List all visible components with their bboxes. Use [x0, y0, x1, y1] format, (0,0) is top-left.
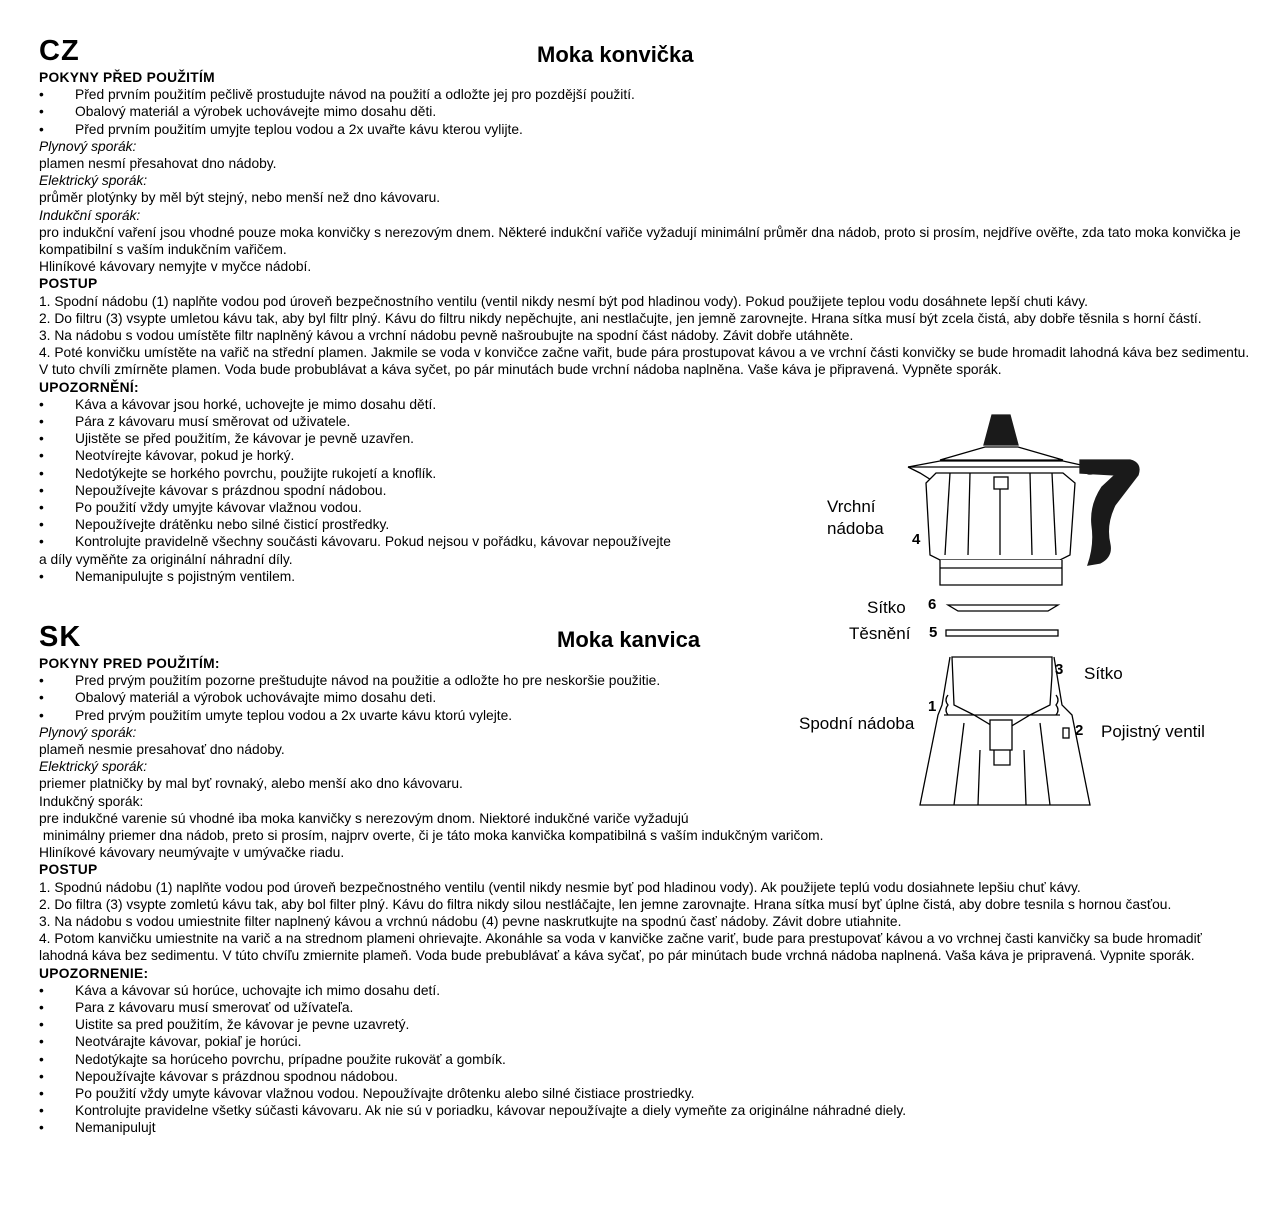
- safety-valve-number: 2: [1075, 722, 1084, 739]
- sk-gas-text: plameň nesmie presahovať dno nádoby.: [39, 742, 285, 758]
- moka-pot-diagram: [880, 405, 1180, 825]
- sk-induction-line: minimálny priemer dna nádob, preto si prosím, najprv overte, či je táto moka kanvička kompatibilná s vaším indukčným varičom.: [39, 828, 824, 844]
- cz-warning-continuation: a díly vyměňte za originální náhradní díly.: [39, 551, 293, 567]
- sieve-shape: [948, 605, 1058, 611]
- cz-procedure-step: 3. Na nádobu s vodou umístěte filtr naplněný kávou a vrchní nádobu pevně našroubujte na spodní část nádoby. Závit dobře utáhněte.: [39, 328, 854, 344]
- sk-induction-line: pre indukčné varenie sú vhodné iba moka kanvičky s nerezovým dnom. Niektoré indukčné variče vyžadujú: [39, 810, 689, 826]
- cz-warning-heading: UPOZORNĚNÍ:: [39, 379, 139, 395]
- cz-warning-item: • Neotvírejte kávovar, pokud je horký.: [39, 447, 744, 464]
- sk-induction-label: Indukčný sporák:: [39, 793, 144, 809]
- sk-warning-item: • Nemanipulujt: [39, 1119, 1254, 1136]
- sk-procedure-step: 2. Do filtra (3) vsypte zomletú kávu tak, aby bol filter plný. Kávu do filtra nikdy silou nestláčajte, len jemne zarovnajte. Hrana sítka musí byť úplne čistá, aby dobre tesnila s hornou časťou.: [39, 896, 1172, 912]
- sk-warning-item: • Po použití vždy umyte kávovar vlažnou vodou. Nepoužívajte drôtenku alebo silné čistiace prostriedky.: [39, 1085, 1254, 1102]
- sk-electric-label: Elektrický sporák:: [39, 759, 148, 775]
- cz-before-item: • Před prvním použitím pečlivě prostudujte návod na použití a odložte jej pro pozdější použití.: [39, 86, 1254, 103]
- cz-warning-item: • Nepoužívejte kávovar s prázdnou spodní nádobou.: [39, 482, 744, 499]
- lower-chamber-number: 1: [928, 698, 937, 715]
- sk-procedure-step: 3. Na nádobu s vodou umiestnite filter naplnený kávou a vrchnú nádobu (4) pevne naskrutkujte na spodnú časť nádoby. Závit dobre utiahnite.: [39, 914, 902, 930]
- cz-procedure-step: 1. Spodní nádobu (1) naplňte vodou pod úroveň bezpečnostního ventilu (ventil nikdy nesmí být pod hladinou vody). Pokud použijete teplou vodu dosáhnete lepší chuti kávy.: [39, 293, 1089, 309]
- sk-warning-item: • Káva a kávovar sú horúce, uchovajte ich mimo dosahu detí.: [39, 982, 1254, 999]
- upper-chamber-label: nádoba: [827, 519, 884, 538]
- sk-before-item: • Pred prvým použitím umyte teplou vodou a 2x uvarte kávu ktorú vylejte.: [39, 707, 779, 724]
- sieve-label: Sítko: [867, 598, 906, 617]
- cz-induction-text: pro indukční vaření jsou vhodné pouze moka konvičky s nerezovým dnem. Některé indukční vařiče vyžadují minimální průměr dna nádob, proto si prosím, nejdříve ověřte, zda tato moka konvička je kompatibilní s vaším indukčním vařičem.: [39, 224, 1241, 258]
- gasket-label: Těsnění: [849, 624, 911, 643]
- cz-induction-label: Indukční sporák:: [39, 207, 141, 223]
- sk-procedure-heading: POSTUP: [39, 862, 98, 878]
- cz-warning-item: • Pára z kávovaru musí směrovat od uživatele.: [39, 413, 744, 430]
- safety-valve-label: Pojistný ventil: [1101, 722, 1205, 741]
- sieve-number: 6: [928, 596, 937, 613]
- sk-warning-item: • Nedotýkajte sa horúceho povrchu, prípadne použite rukoväť a gombík.: [39, 1051, 1254, 1068]
- cz-before-use-heading: POKYNY PŘED POUŽITÍM: [39, 70, 215, 85]
- cz-warning-item: • Ujistěte se před použitím, že kávovar je pevně uzavřen.: [39, 430, 744, 447]
- cz-page-title: Moka konvička: [537, 42, 694, 67]
- sk-warning-item: • Uistite sa pred použitím, že kávovar je pevne uzavretý.: [39, 1016, 1254, 1033]
- handle-icon: [1080, 460, 1139, 565]
- lid-shape: [940, 447, 1063, 460]
- cz-warning-item: • Nepoužívejte drátěnku nebo silné čisticí prostředky.: [39, 516, 744, 533]
- sk-language-code: SK: [39, 621, 82, 653]
- cz-warning-list: [39, 396, 744, 585]
- cz-language-code: CZ: [39, 35, 80, 67]
- filter-number: 3: [1055, 661, 1064, 678]
- sk-before-item: • Pred prvým použitím pozorne preštudujte návod na použitie a odložte ho pre neskoršie použitie.: [39, 672, 779, 689]
- safety-valve-icon: [1063, 728, 1069, 738]
- cz-before-item: • Obalový materiál a výrobek uchovávejte mimo dosahu děti.: [39, 103, 1254, 120]
- sk-warning-item: • Kontrolujte pravidelne všetky súčasti kávovaru. Ak nie sú v poriadku, kávovar nepoužívajte a diely vymeňte za originálne náhradné diely.: [39, 1102, 1254, 1119]
- gasket-number: 5: [929, 624, 938, 641]
- sk-before-use-heading: POKYNY PRED POUŽITÍM:: [39, 656, 220, 671]
- upper-chamber-number: 4: [912, 531, 921, 548]
- cz-gas-text: plamen nesmí přesahovat dno nádoby.: [39, 156, 277, 172]
- sk-procedure-step: 1. Spodnú nádobu (1) naplňte vodou pod úroveň bezpečnostného ventilu (ventil nikdy nesmie byť pod hladinou vody). Ak použijete teplú vodu dosiahnete lepšiu chuť kávy.: [39, 879, 1081, 895]
- sk-page-title: Moka kanvica: [557, 627, 701, 652]
- sk-gas-label: Plynový sporák:: [39, 724, 137, 740]
- cz-procedure-step: 4. Poté konvičku umístěte na vařič na střední plamen. Jakmile se voda v konvičce začne vařit, bude pára prostupovat kávou a ve vrchní části konvičky se bude hromadit lahodná káva bez sedimentu. V tuto chvíli zmírněte plamen. Voda bude probublávat a káva syčet, po pár minutách bude vrchní nádoba naplněna. Vaše káva je připravená. Vypněte sporák.: [39, 345, 1250, 378]
- sk-warning-heading: UPOZORNENIE:: [39, 965, 149, 981]
- sk-dishwasher-text: Hliníkové kávovary neumývajte v umývačke riadu.: [39, 845, 345, 861]
- cz-procedure-step: 2. Do filtru (3) vsypte umletou kávu tak, aby byl filtr plný. Kávu do filtru nikdy nepěchujte, ani nestlačujte, jen jemně zarovnejte. Hrana sítka musí být zcela čistá, aby dobře těsnila s horní částí.: [39, 310, 1202, 326]
- sk-warning-item: • Nepoužívajte kávovar s prázdnou spodnou nádobou.: [39, 1068, 1254, 1085]
- cz-warning-item: • Po použití vždy umyjte kávovar vlažnou vodou.: [39, 499, 744, 516]
- sk-before-item: • Obalový materiál a výrobok uchovávajte mimo dosahu deti.: [39, 689, 779, 706]
- cz-before-item: • Před prvním použitím umyjte teplou vodou a 2x uvařte kávu kterou vylijte.: [39, 121, 1254, 138]
- sk-electric-text: priemer platničky by mal byť rovnaký, alebo menší ako dno kávovaru.: [39, 776, 463, 792]
- cz-dishwasher-text: Hliníkové kávovary nemyjte v myčce nádobí.: [39, 259, 312, 275]
- sk-warning-item: • Para z kávovaru musí smerovať od užívateľa.: [39, 999, 1254, 1016]
- cz-warning-item: • Nedotýkejte se horkého povrchu, použijte rukojetí a knoflík.: [39, 465, 744, 482]
- upper-chamber-label: Vrchní: [827, 497, 876, 516]
- cz-warning-item: • Káva a kávovar jsou horké, uchovejte je mimo dosahu dětí.: [39, 396, 744, 413]
- cz-electric-label: Elektrický sporák:: [39, 173, 148, 189]
- filter-label: Sítko: [1084, 664, 1123, 683]
- cz-warning-item: • Nemanipulujte s pojistným ventilem.: [39, 568, 744, 585]
- cz-electric-text: průměr plotýnky by měl být stejný, nebo menší než dno kávovaru.: [39, 190, 441, 206]
- sk-procedure-step: 4. Potom kanvičku umiestnite na varič a na strednom plameni ohrievajte. Akonáhle sa voda v kanvičke začne variť, bude para prestupovať kávou a vo vrchnej časti kanvičky sa bude hromadiť lahodná káva bez sedimentu. V túto chvíľu zmiernite plameň. Voda bude prebublávať a káva syčať, po pár minútach bude vrchná nádoba naplnená. Vaša káva je pripravená. Vypnite sporák.: [39, 931, 1202, 964]
- cz-procedure-heading: POSTUP: [39, 276, 98, 292]
- sk-warning-item: • Neotvárajte kávovar, pokiaľ je horúci.: [39, 1033, 1254, 1050]
- gasket-shape: [946, 630, 1058, 636]
- lower-chamber-label: Spodní nádoba: [799, 714, 915, 733]
- cz-gas-label: Plynový sporák:: [39, 138, 137, 154]
- cz-warning-item: • Kontrolujte pravidelně všechny součásti kávovaru. Pokud nejsou v pořádku, kávovar nepoužívejte: [39, 533, 744, 550]
- lid-knob-icon: [984, 415, 1018, 445]
